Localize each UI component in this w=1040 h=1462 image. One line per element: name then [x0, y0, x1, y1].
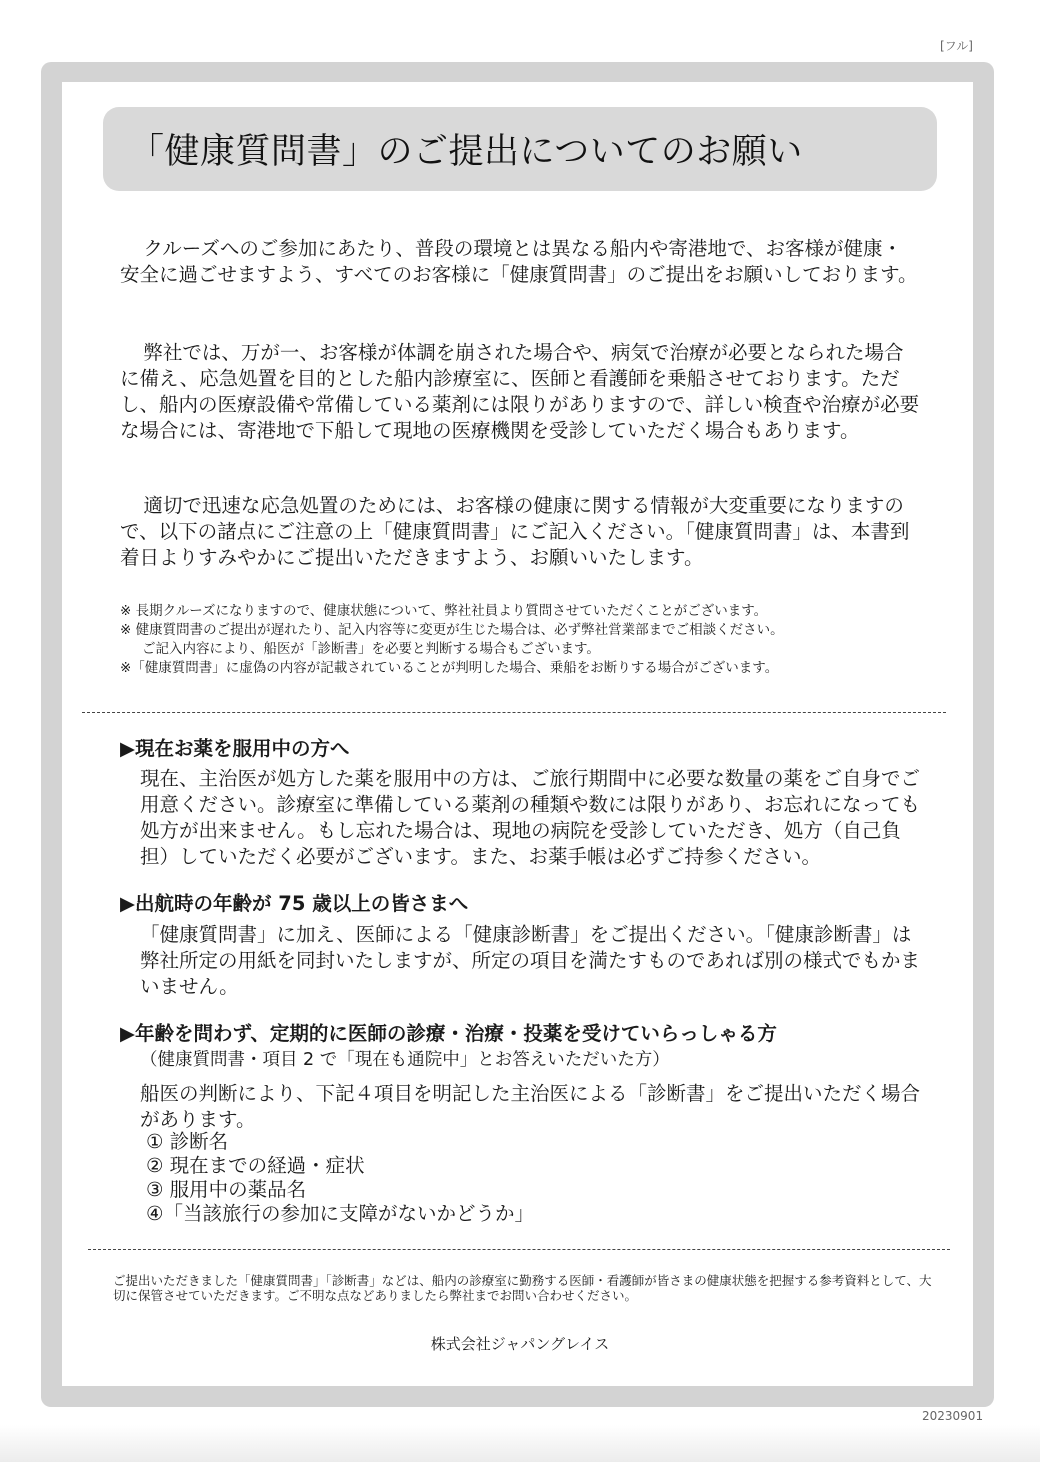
note-item: ※ 健康質問書のご提出が遅れたり、記入内容等に変更が生じた場合は、必ず弊社営業部までご相談ください。	[120, 622, 784, 638]
list-item: ④「当該旅行の参加に支障がないかどうか」	[146, 1202, 534, 1225]
footnote: ご提出いただきました「健康質問書」「診断書」などは、船内の診療室に勤務する医師・看護師が皆さまの健康状態を把握する参考資料として、大切に保管させていただきます。ご不明な点などありましたら弊社までお問い合わせください。	[113, 1273, 932, 1303]
section-heading-medication: ▶現在お薬を服用中の方へ	[120, 737, 350, 760]
section-heading-age-75: ▶出航時の年齢が 75 歳以上の皆さまへ	[120, 892, 469, 915]
document-variant-tag: [フル]	[940, 39, 973, 53]
section-body-age-75: 「健康質問書」に加え、医師による「健康診断書」をご提出ください。「健康診断書」は弊社所定の用紙を同封いたしますが、所定の項目を満たすものであれば別の様式でもかまいません。	[140, 923, 921, 998]
list-item: ① 診断名	[146, 1130, 229, 1153]
list-item: ② 現在までの経過・症状	[146, 1154, 365, 1177]
note-item: ※ 長期クルーズになりますので、健康状態について、弊社社員より質問させていただくことがございます。	[120, 603, 768, 619]
notes-list	[120, 602, 940, 678]
page-title: 「健康質問書」のご提出についてのお願い	[129, 132, 803, 172]
note-item: ※「健康質問書」に虚偽の内容が記載されていることが判明した場合、乗船をお断りする場合がございます。	[120, 660, 779, 676]
company-name: 株式会社ジャパングレイス	[430, 1335, 610, 1353]
intro-paragraph-2: 弊社では、万が一、お客様が体調を崩された場合や、病気で治療が必要となられた場合に備え、応急処置を目的とした船内診療室に、医師と看護師を乗船させております。ただし、船内の医療設備や常備している薬剤には限りがありますので、詳しい検査や治療が必要な場合には、寄港地で下船して現地の医療機関を受診していただく場合もあります。	[120, 341, 920, 442]
intro-paragraph-1: クルーズへのご参加にあたり、普段の環境とは異なる船内や寄港地で、お客様が健康・安全に過ごせますよう、すべてのお客様に「健康質問書」のご提出をお願いしております。	[120, 237, 918, 286]
divider	[88, 1249, 950, 1250]
note-item: ご記入内容により、船医が「診断書」を必要と判断する場合もございます。	[142, 641, 600, 657]
section-subnote-regular-treatment: （健康質問書・項目 2 で「現在も通院中」とお答えいただいた方）	[140, 1050, 670, 1070]
intro-paragraph-3: 適切で迅速な応急処置のためには、お客様の健康に関する情報が大変重要になりますので、以下の諸点にご注意の上「健康質問書」にご記入ください。「健康質問書」は、本書到着日よりすみやかにご提出いただきますよう、お願いいたします。	[120, 494, 910, 569]
section-body-medication: 現在、主治医が処方した薬を服用中の方は、ご旅行期間中に必要な数量の薬をご自身でご用意ください。診療室に準備している薬剤の種類や数には限りがあり、お忘れになっても処方が出来ません。もし忘れた場合は、現地の病院を受診していただき、処方（自己負担）していただく必要がございます。また、お薬手帳は必ずご持参ください。	[140, 767, 921, 868]
section-heading-regular-treatment: ▶年齢を問わず、定期的に医師の診療・治療・投薬を受けていらっしゃる方	[120, 1022, 777, 1045]
title-banner	[103, 107, 937, 191]
divider	[82, 712, 946, 713]
list-item: ③ 服用中の薬品名	[146, 1178, 307, 1201]
bottom-shadow	[0, 1425, 1040, 1462]
diagnosis-items-list	[146, 1130, 534, 1226]
document-code: 20230901	[922, 1409, 984, 1423]
section-body-regular-treatment: 船医の判断により、下記４項目を明記した主治医による「診断書」をご提出いただく場合があります。	[140, 1082, 921, 1131]
